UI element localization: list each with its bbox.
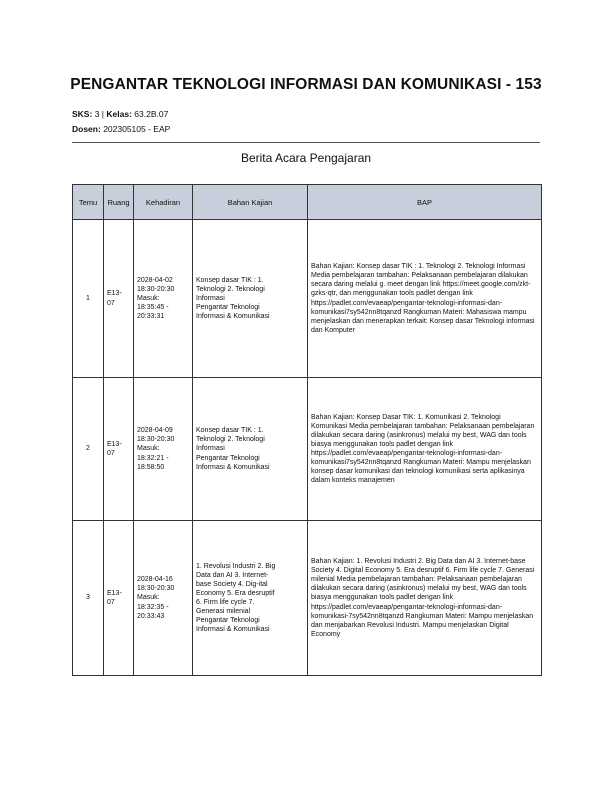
cell-kehadiran: 2028-04-16 18:30-20:30 Masuk: 18:32:35 - 20:33:43 bbox=[134, 521, 193, 676]
page-title: PENGANTAR TEKNOLOGI INFORMASI DAN KOMUNIKASI - 153 bbox=[70, 76, 542, 93]
cell-bap: Bahan Kajian: Konsep dasar TIK : 1. Teknologi 2. Teknologi Informasi Media pembelajaran tambahan: Pelaksanaan pembelajaran dilakukan secara daring melalui g. meet dengan link https://meet.google.com/zkt-gzks-qtr, dan menggunakan tools padlet dengan link https://padlet.com/evaeap/pengantar-teknologi-informasi-dan-komunikasi7sy542nn8tqanzd Rangkuman Materi: Mahasiswa mampu menjelaskan dan menerapkan terkait: Konsep dasar Teknologi informasi dan Komputer bbox=[308, 220, 542, 378]
section-title: Berita Acara Pengajaran bbox=[240, 151, 372, 165]
lecturer-info-line bbox=[72, 124, 170, 134]
table-row bbox=[73, 378, 542, 521]
cell-bahan-kajian: 1. Revolusi Industri 2. Big Data dan AI 3. Internet- base Society 4. Dig-ital Economy 5. Era desruptif 6. Firm life cycle 7. Generasi milenial Pengantar Teknologi Informasi & Komunikasi bbox=[193, 521, 308, 676]
cell-bap: Bahan Kajian: 1. Revolusi Industri 2. Big Data dan AI 3. Internet-base Society 4. Digital Economy 5. Era desruptif 6. Firm life cycle 7. Generasi milenial Media pembelajaran tambahan: Pelaksanaan pembelajaran dilakukan secara daring (asinkronus) melalui my best, WAG dan tools biasya menggunakan tools padlet dengan link https://padlet.com/evaeap/pengantar-teknologi-informasi-dan-komunikasi-7sy542nn8tqanzd Rangkuman Materi: Mampu menjelaskan dan menjabarkan Revolusi Industri. Mampu menjelaskan Digital Economy bbox=[308, 521, 542, 676]
cell-ruang: E13- 07 bbox=[104, 220, 134, 378]
class-info-line bbox=[72, 109, 168, 119]
cell-bahan-kajian: Konsep dasar TIK : 1. Teknologi 2. Teknologi Informasi Pengantar Teknologi Informasi & Komunikasi bbox=[193, 220, 308, 378]
table-row bbox=[73, 521, 542, 676]
table-header-row bbox=[73, 185, 542, 220]
kelas-value: 63.2B.07 bbox=[134, 109, 169, 119]
cell-kehadiran: 2028-04-02 18:30-20:30 Masuk: 18:35:45 - 20:33:31 bbox=[134, 220, 193, 378]
cell-temu: 3 bbox=[73, 521, 104, 676]
kelas-label: Kelas: bbox=[106, 109, 132, 119]
cell-bap: Bahan Kajian: Konsep Dasar TIK: 1. Komunikasi 2. Teknologi Komunikasi Media pembelajaran tambahan: Pelaksanaan pembelajaran dilakukan secara daring (asinkronus) melalui my best, WAG dan tools biasya menggunakan tools padlet dengan link https://padlet.com/evaeap/pengantar-teknologi-informasi-dan-komunikasi7sy542nn8tqanzd Rangkuman Materi: Mampu menjelaskan konsep dasar komunikasi dan teknologi komunikasi serta aplikasinya dalam konteks manajemen bbox=[308, 378, 542, 521]
header-temu: Temu bbox=[73, 185, 104, 220]
cell-kehadiran: 2028-04-09 18:30-20:30 Masuk: 18:32:21 - 18:58:50 bbox=[134, 378, 193, 521]
dosen-label: Dosen: bbox=[72, 124, 101, 134]
header-divider bbox=[72, 142, 540, 143]
separator: | bbox=[101, 109, 105, 119]
header-bap: BAP bbox=[308, 185, 542, 220]
cell-bahan-kajian: Konsep dasar TIK : 1. Teknologi 2. Teknologi Informasi Pengantar Teknologi Informasi & Komunikasi bbox=[193, 378, 308, 521]
header-bahan-kajian: Bahan Kajian bbox=[193, 185, 308, 220]
teaching-report-table bbox=[72, 184, 542, 676]
cell-temu: 2 bbox=[73, 378, 104, 521]
table-row bbox=[73, 220, 542, 378]
sks-value: 3 bbox=[94, 109, 100, 119]
cell-temu: 1 bbox=[73, 220, 104, 378]
header-ruang: Ruang bbox=[104, 185, 134, 220]
dosen-value: 202305105 - EAP bbox=[103, 124, 171, 134]
sks-label: SKS: bbox=[72, 109, 93, 119]
header-kehadiran: Kehadiran bbox=[134, 185, 193, 220]
cell-ruang: E13- 07 bbox=[104, 378, 134, 521]
cell-ruang: E13- 07 bbox=[104, 521, 134, 676]
